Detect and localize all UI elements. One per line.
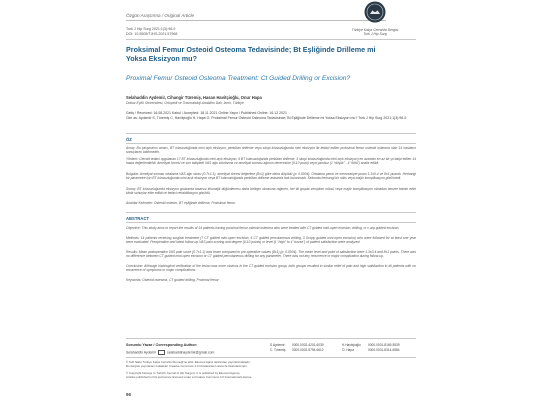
corresponding-author-label: Sorumlu Yazar / Corresponding Author: (126, 343, 198, 347)
journal-seal-logo (364, 1, 386, 23)
turkish-title: Proksimal Femur Osteoid Osteoma Tedavisinde; Bt Eşliğinde Drilleme mi Yoksa Eksizyon mu? (126, 45, 376, 63)
author-list: Selahaddin Aydemir, Cihangir Türemiş, Hasan Havitçioğlu, Onur Hapa (126, 95, 262, 100)
oz-conclusion: Sonuç: BT kılavuzluğunda eksizyon grubunda tasarsız kilomajik düğüntemesı daha belirgin olmasına rağmen, her iki grupta semptom nüksü veya majör komplikasyon olmadan benzer tatmin edici klinik sonuçlar elde edildi ve tedavi rehabilitasyon görüldü. (126, 187, 416, 196)
divider (126, 133, 416, 134)
divider (126, 357, 416, 358)
orcid-id[interactable]: 0000-0001-8314-6584 (368, 347, 400, 352)
corresponding-author (126, 350, 214, 355)
journal-name: Türkiye Kalça Cerrahisi Dergisi Turk J Hip Surg (351, 28, 399, 37)
abstract-results: Results: Mean postoperative VAS pain score (0.7±1.1) was lower compared to pre-operative values (8±1) (p: 0.0004). The mean level and point of satisfaction were 1.3±0.4 and 8±1 points. There was no difference between CT guided mini-open excision or CT guided percutaneous drilling for any parameter. There was not any recurrence or major complication during follow-up. (126, 250, 417, 259)
copyright-en-1: © Copyright belongs to Turkish Journal of Hip Surgery. It is published by Ekomed Agency. (126, 371, 241, 375)
header-rule (126, 20, 386, 21)
citation-line: Turk J Hip Surg 2021;1(3):96-9 (126, 27, 176, 31)
page-number: 96 (126, 392, 131, 397)
oz-objective: Amaç: Bu çalışmanın amacı, BT kılavuzluğunda mini açık eksizyon, perkütan drilleme veya skopi kılavuzluğunda mini eksizyon ile tedavi edilen proksimal femur osteoid osteoma olan 14 hastanın sonuçlarını bildirmektir. (126, 146, 416, 155)
orcid-author: C. Türemiş (270, 347, 286, 352)
abstract-keywords: Keywords: Osteoid osteoma, CT guided drilling, Proximal femur (126, 278, 219, 282)
doi-line: DOI: 10.5505/TJHS.2021.57968 (126, 32, 178, 36)
abstract-methods: Methods: 14 patients receiving surgical treatment (7 CT guided mini-open excision, 6 CT guided percutaneous drilling, 3 Scopy guided mini-open excision) who were followed for at least one year were evaluated. Preoperative and latest follow-up VAS pain scoring and degree (0-10 points) or level (1 “high” to 4 “worse”) of patient satisfaction were analyzed. (126, 236, 416, 245)
oz-heading: ÖZ (126, 137, 132, 142)
orcid-row (270, 348, 430, 353)
orcid-table (270, 343, 430, 352)
corresponding-author-name: Selahaddin Aydemir (126, 350, 157, 355)
abstract-objective: Objective: This study aims to report the results of 14 patients having proximal femur osteoid osteoma who were treated with CT guided mini-open excision, drilling, or c-arp guided excision. (126, 226, 400, 230)
corresponding-author-email[interactable]: selahaddinaydemir@gmail.com (167, 350, 215, 355)
copyright-en-2: Articles published in this journal are licensed under a Creative Commons 4.0 International License. (126, 375, 253, 379)
received-dates: Geliş / Received: 16.08.2021 Kabul / Accepted: 18.11.2021 Online Yayın / Published Online: 16.12.2021 (126, 111, 287, 115)
oz-methods: Yöntem: Cerrahi tedavi uygulanan 17 BT kılavuzluğunda mini açık eksizyon, 6 BT kılavuzluğunda perkütan drilleme, 3 skopi kılavuzluğunda mini açık eksizyon) en azından en az bir yıl takip edilen 14 hasta değerlendirildi. Ameliyat öncesi ve son takipteki VAS ağrı skorlarına ve ameliyat sonrası ağrının derecesine (0-10 puan) veya yanıtsız (1 “düşük” - 4 “kötü”) analiz edildi. (126, 157, 416, 166)
cite-as-line: Cite as: Aydemir S, Türemiş C, Havitçioğlu H, Hapa O. Proksimal Femur Osteoid Osteoma Tedavisinde; Bt Eşliğinde Drilleme mi Yoksa Eksizyon mu? Turk J Hip Surg 2021;1(3):96-9 (126, 116, 407, 120)
article-type-label: Özgün Araştırma / Original Article (126, 13, 195, 18)
abstract-heading: ABSTRACT (126, 216, 150, 221)
envelope-icon (158, 350, 165, 355)
divider (126, 222, 416, 223)
divider (126, 212, 416, 213)
copyright-tr-1: © Telif hakkı Türkiye Kalça Cerrahisi Derneği'ne aittir. Ekomed Ajans tarafından yayınlanmaktadır. (126, 360, 251, 364)
orcid-author: H.Havitçioğlu (342, 343, 361, 347)
oz-keywords: Anahtar Kelimeler: Osteoid osteom, BT eşliğinde drilleme, Proksimal femur (126, 201, 236, 205)
divider (126, 39, 416, 40)
affiliation: Dokuz Eylül Üniversitesi, Ortopedi ve Travmatoloji Anabilim Dalı, İzmir, Türkiye (126, 101, 244, 105)
divider (126, 143, 416, 144)
abstract-conclusion: Conclusion: Although histological verification of the lesion was more obvious in the CT guided excision group, both groups resulted in similar relief of pain and high satisfaction in all patients with no recurrence of symptoms or major complications. (126, 264, 416, 273)
orcid-id[interactable]: 0000-0002-4201-6039 (292, 343, 324, 347)
copyright-tr-2: Bu dergide yayınlanan makaleler Creative Commons 4.0 Uluslararası Lisans ile lisanslanmıştır. (126, 364, 248, 368)
oz-results: Bulgular: Ameliyat sonrası ortalama VAS ağrı skoru (0.7±1.1), ameliyat öncesi değerlere (8±1) göre daha düşüktü (p: 0.0004). Ortalama yanıtı ve memnuniyet puanı 1.3±0.4 ve 8±1 puandı. Herhangi bir parametre için BT kılavuzluğunda mini açık eksizyon veya BT kılavuzluğunda perkütan drilleme arasında fark bulunmadı. Sekonda herhangi bir nüks veya majör komplikasyon görülmedi. (126, 172, 416, 181)
orcid-author: O. Hapa (342, 347, 354, 352)
english-title: Proximal Femur Osteoid Osteoma Treatment: Ct Guided Drilling or Excision? (126, 75, 351, 82)
orcid-id[interactable]: 0000-0001-8169-5539 (368, 343, 400, 347)
divider (126, 338, 416, 339)
orcid-id[interactable]: 0000-0002-5794-6612 (292, 347, 324, 352)
orcid-author: S.Aydemir (270, 343, 285, 347)
